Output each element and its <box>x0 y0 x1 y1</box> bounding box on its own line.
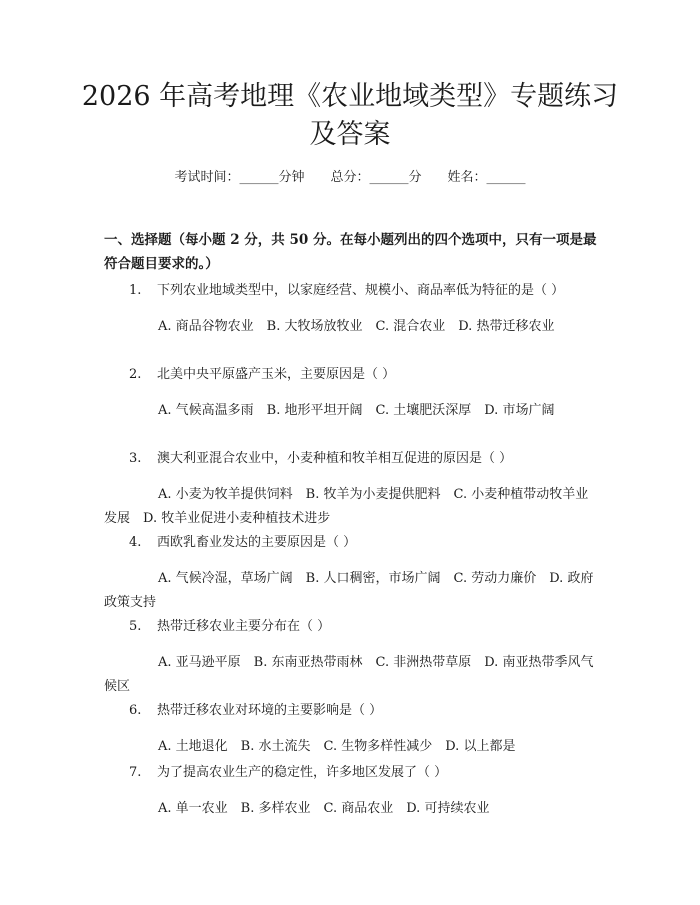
question-2 <box>104 363 594 423</box>
question-number: 6. <box>129 703 142 718</box>
question-stem <box>104 615 594 639</box>
section-heading: 一、选择题（每小题 2 分，共 50 分。在每小题列出的四个选项中，只有一项是最符合题目要求的。） <box>104 232 597 272</box>
question-text: 下列农业地域类型中，以家庭经营、规模小、商品率低为特征的是（ ） <box>157 283 565 298</box>
question-number: 7. <box>129 765 142 780</box>
question-text: 澳大利亚混合农业中，小麦种植和牧羊相互促进的原因是（ ） <box>157 451 513 466</box>
question-number: 5. <box>129 619 142 634</box>
question-1 <box>104 279 594 339</box>
question-6 <box>104 699 594 759</box>
exam-name: 姓名：______ <box>447 170 526 185</box>
question-stem <box>104 363 594 387</box>
question-stem <box>104 447 594 471</box>
question-3 <box>104 447 594 531</box>
question-stem <box>104 761 594 785</box>
question-5 <box>104 615 594 699</box>
question-text: 西欧乳畜业发达的主要原因是（ ） <box>157 535 357 550</box>
question-stem <box>104 279 594 303</box>
question-options: A. 亚马逊平原 B. 东南亚热带雨林 C. 非洲热带草原 D. 南亚热带季风气候区 <box>104 655 594 694</box>
question-number: 2. <box>129 367 142 382</box>
question-options: A. 气候高温多雨 B. 地形平坦开阔 C. 土壤肥沃深厚 D. 市场广阔 <box>158 403 555 418</box>
question-text: 为了提高农业生产的稳定性，许多地区发展了（ ） <box>157 765 448 780</box>
question-number: 1. <box>129 283 142 298</box>
question-options: A. 商品谷物农业 B. 大牧场放牧业 C. 混合农业 D. 热带迁移农业 <box>158 319 555 334</box>
exam-time: 考试时间：______分钟 <box>174 170 305 185</box>
question-stem <box>104 531 594 555</box>
exam-info <box>0 169 700 187</box>
title-line-2: 及答案 <box>309 119 391 150</box>
question-options: A. 气候冷湿，草场广阔 B. 人口稠密，市场广阔 C. 劳动力廉价 D. 政府政策支持 <box>104 571 594 610</box>
question-options: A. 小麦为牧羊提供饲料 B. 牧羊为小麦提供肥料 C. 小麦种植带动牧羊业发展 D. 牧羊业促进小麦种植技术进步 <box>104 487 589 526</box>
question-text: 北美中央平原盛产玉米，主要原因是（ ） <box>157 367 396 382</box>
question-7 <box>104 761 594 821</box>
exam-score: 总分：______分 <box>330 170 422 185</box>
question-options: A. 单一农业 B. 多样农业 C. 商品农业 D. 可持续农业 <box>158 801 490 816</box>
question-4 <box>104 531 594 615</box>
question-options: A. 土地退化 B. 水土流失 C. 生物多样性减少 D. 以上都是 <box>158 739 516 754</box>
document-title <box>80 78 620 154</box>
question-text: 热带迁移农业主要分布在（ ） <box>157 619 331 634</box>
question-number: 4. <box>129 535 142 550</box>
question-number: 3. <box>129 451 142 466</box>
question-text: 热带迁移农业对环境的主要影响是（ ） <box>157 703 383 718</box>
question-stem <box>104 699 594 723</box>
title-line-1: 2026 年高考地理《农业地域类型》专题练习 <box>81 81 619 112</box>
